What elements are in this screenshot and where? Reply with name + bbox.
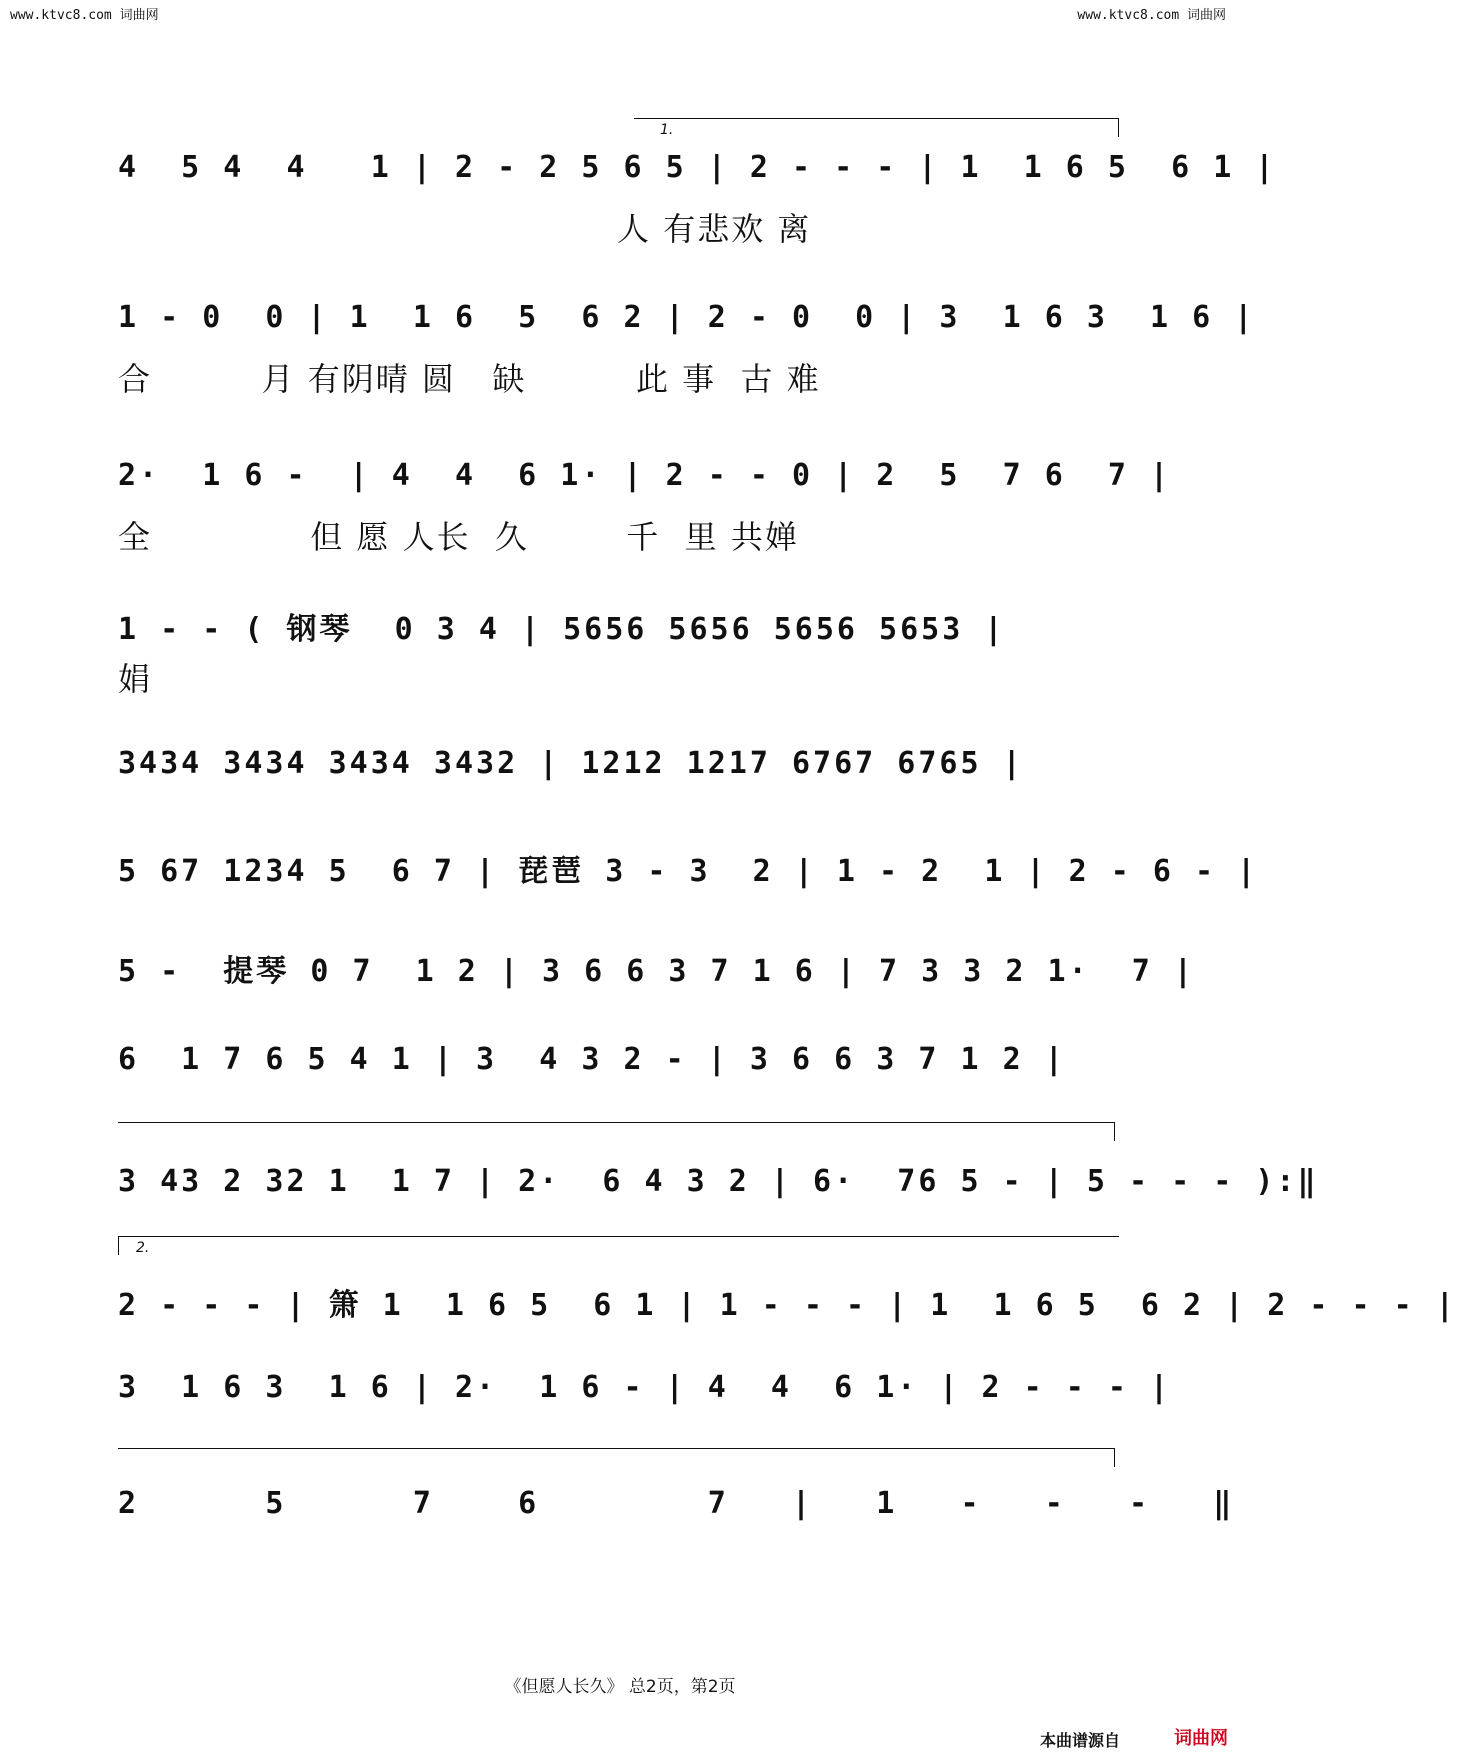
- volta-1-label: 1.: [660, 122, 674, 138]
- lyrics: 娟: [118, 660, 153, 698]
- source-label: 本曲谱源自: [1039, 1731, 1120, 1750]
- notation: 1 - 0 0 | 1 1 6 5 6 2 | 2 - 0 0 | 3 1 6 3 1 6 |: [118, 300, 1256, 335]
- lyrics: 合 月 有阴晴 圆 缺 此 事 古 难: [118, 360, 821, 398]
- score-line-2: [118, 300, 1256, 398]
- page-footer: 《但愿人长久》 总2页，第2页: [504, 1677, 736, 1697]
- notation: 3 1 6 3 1 6 | 2· 1 6 - | 4 4 6 1· | 2 - - - |: [118, 1370, 1172, 1405]
- site-logo: 词曲网: [1174, 1728, 1228, 1749]
- score-line-10: [118, 1280, 1457, 1323]
- notation: 4 5 4 4 1 | 2 - 2 5 6 5 | 2 - - - | 1 1 6 5 6 1 |: [118, 150, 1277, 185]
- lyrics: 人 有悲欢 离: [118, 210, 812, 248]
- volta-2-label: 2.: [136, 1240, 150, 1256]
- lyrics: 全 但 愿 人长 久 千 里 共婵: [118, 518, 799, 556]
- volta-1-bracket: [634, 118, 1119, 137]
- score-line-12: [118, 1486, 1235, 1526]
- notation: 2· 1 6 - | 4 4 6 1· | 2 - - 0 | 2 5 7 6 7 |: [118, 458, 1172, 493]
- notation: 5 - 提琴 0 7 1 2 | 3 6 6 3 7 1 6 | 7 3 3 2 1· 7 |: [118, 954, 1195, 989]
- score-line-3: [118, 458, 1172, 556]
- notation: 3 43 2 32 1 1 7 | 2· 6 4 3 2 | 6· 76 5 - | 5 - - - ):‖: [118, 1164, 1319, 1199]
- notation: 3434 3434 3434 3432 | 1212 1217 6767 6765 |: [118, 746, 1024, 781]
- final-line-bracket: [118, 1448, 1115, 1467]
- notation: 2 5 7 6 7 | 1 - - - ‖: [118, 1486, 1235, 1521]
- score-line-9: [118, 1164, 1319, 1204]
- volta-2-bracket: [118, 1236, 1119, 1255]
- notation: 2 - - - | 箫 1 1 6 5 6 1 | 1 - - - | 1 1 6 5 6 2 | 2 - - - |: [118, 1288, 1457, 1323]
- score-line-7: [118, 946, 1195, 989]
- score-line-8: [118, 1042, 1128, 1082]
- repeat-line-bracket: [118, 1122, 1115, 1141]
- score-line-5: [118, 746, 1128, 786]
- header-right: www.ktvc8.com 词曲网: [1077, 8, 1226, 23]
- notation: 1 - - ( 钢琴 0 3 4 | 5656 5656 5656 5653 |: [118, 612, 1006, 647]
- score-line-1: [118, 150, 1277, 248]
- header-left: www.ktvc8.com 词曲网: [10, 8, 159, 23]
- score-line-6: [118, 846, 1259, 889]
- score-line-11: [118, 1370, 1172, 1410]
- score-line-4: [118, 604, 1128, 698]
- notation: 6 1 7 6 5 4 1 | 3 4 3 2 - | 3 6 6 3 7 1 2 |: [118, 1042, 1066, 1077]
- notation: 5 67 1234 5 6 7 | 琵琶 3 - 3 2 | 1 - 2 1 | 2 - 6 - |: [118, 854, 1259, 889]
